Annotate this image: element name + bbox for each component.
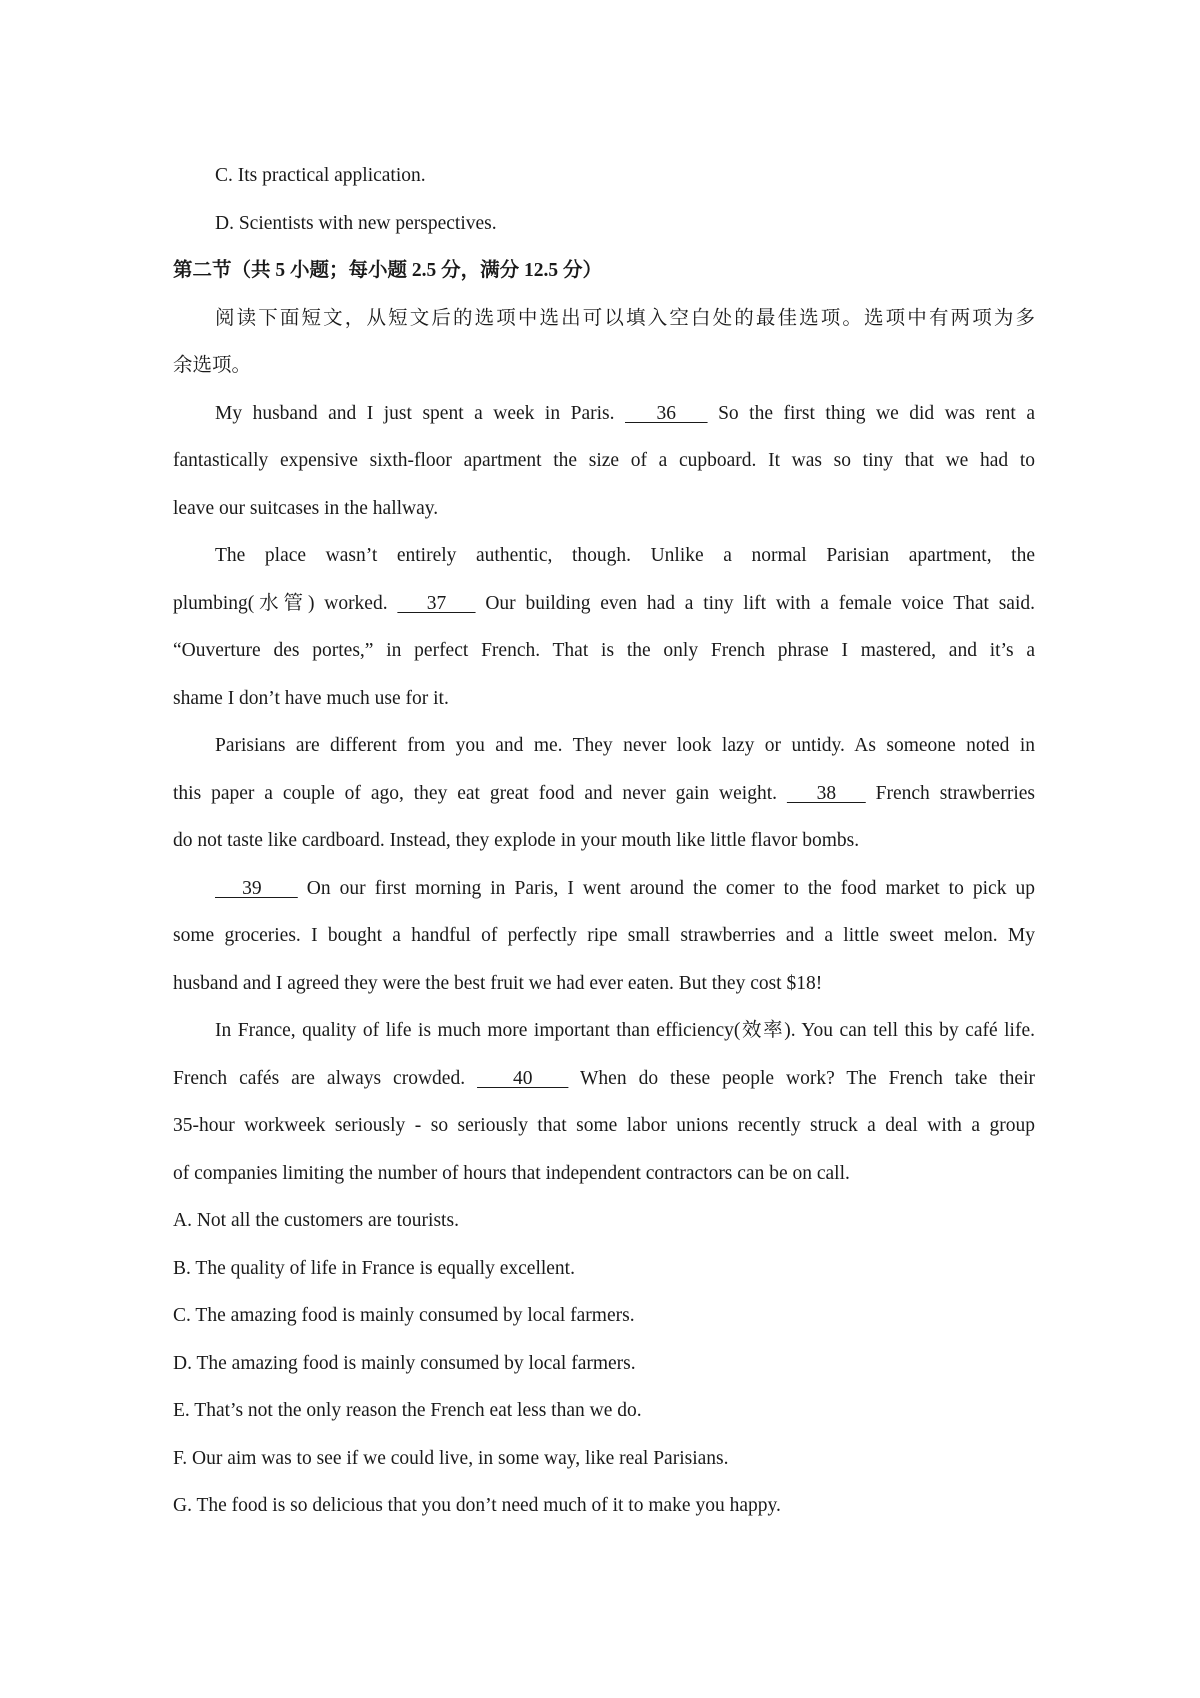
option-b: B. The quality of life in France is equally excellent. [173,1257,575,1279]
passage-p4-line-1 [173,865,1035,913]
instructions-line-1: 阅读下面短文，从短文后的选项中选出可以填入空白处的最佳选项。选项中有两项为多 [215,307,1035,329]
passage-p3-line-3: do not taste like cardboard. Instead, they explode in your mouth like little flavor bombs. [173,830,860,851]
option-g: G. The food is so delicious that you don’t need much of it to make you happy. [173,1495,781,1516]
option-a: A. Not all the customers are tourists. [173,1210,459,1231]
option-e: E. That’s not the only reason the French eat less than we do. [173,1400,642,1421]
prev-option-d: D. Scientists with new perspectives. [215,212,497,234]
text-segment: this paper a couple of ago, they eat great food and never gain weight. [173,782,787,804]
passage-p3-line-1: Parisians are different from you and me. They never look lazy or untidy. As someone noted in [215,735,1035,756]
option-c: C. The amazing food is mainly consumed by local farmers. [173,1305,635,1326]
text-segment: On our first morning in Paris, I went around the comer to the food market to pick up [297,877,1035,899]
passage-p1-line-1 [173,390,1035,438]
passage-p1-line-3: leave our suitcases in the hallway. [173,497,439,519]
passage-p5-line-4: of companies limiting the number of hours that independent contractors can be on call. [173,1162,850,1184]
passage-p4-line-2: some groceries. I bought a handful of perfectly ripe small strawberries and a little sweet melon. My [173,925,1035,946]
text-segment: Our building even had a tiny lift with a female voice That said. [475,592,1035,614]
text-segment: My husband and I just spent a week in Paris. [215,402,625,424]
passage-p5-line-1: In France, quality of life is much more important than efficiency(效率). You can tell this by café life. [215,1020,1035,1041]
blank-36: 36 [625,402,708,424]
passage-p5-line-3: 35-hour workweek seriously - so seriously that some labor unions recently struck a deal with a group [173,1115,1035,1136]
passage-p2-line-1: The place wasn’t entirely authentic, though. Unlike a normal Parisian apartment, the [215,545,1035,566]
document-page [173,152,1035,1530]
instructions-line-2: 余选项。 [173,355,252,376]
passage-p2-line-2 [173,580,1035,628]
option-d: D. The amazing food is mainly consumed by local farmers. [173,1352,636,1374]
passage-p1-line-2: fantastically expensive sixth-floor apartment the size of a cupboard. It was so tiny that we had to [173,450,1035,471]
text-segment: plumbing(水管) worked. [173,592,398,614]
passage-p2-line-4: shame I don’t have much use for it. [173,687,449,709]
option-f: F. Our aim was to see if we could live, in some way, like real Parisians. [173,1447,729,1469]
prev-option-c: C. Its practical application. [215,165,426,186]
text-segment: When do these people work? The French take their [568,1067,1035,1089]
passage-p5-line-2 [173,1055,1035,1103]
blank-40: 40 [477,1067,569,1089]
text-segment: So the first thing we did was rent a [707,402,1036,424]
blank-37: 37 [397,592,476,614]
text-segment: French cafés are always crowded. [173,1067,478,1089]
passage-p2-line-3: “Ouverture des portes,” in perfect French. That is the only French phrase I mastered, and it’s a [173,640,1035,661]
blank-39: 39 [215,877,298,899]
section-header: 第二节（共 5 小题；每小题 2.5 分，满分 12.5 分） [173,260,603,281]
blank-38: 38 [786,782,866,804]
passage-p4-line-3: husband and I agreed they were the best fruit we had ever eaten. But they cost $18! [173,972,823,994]
passage-p3-line-2 [173,770,1035,818]
text-segment: French strawberries [865,782,1035,804]
